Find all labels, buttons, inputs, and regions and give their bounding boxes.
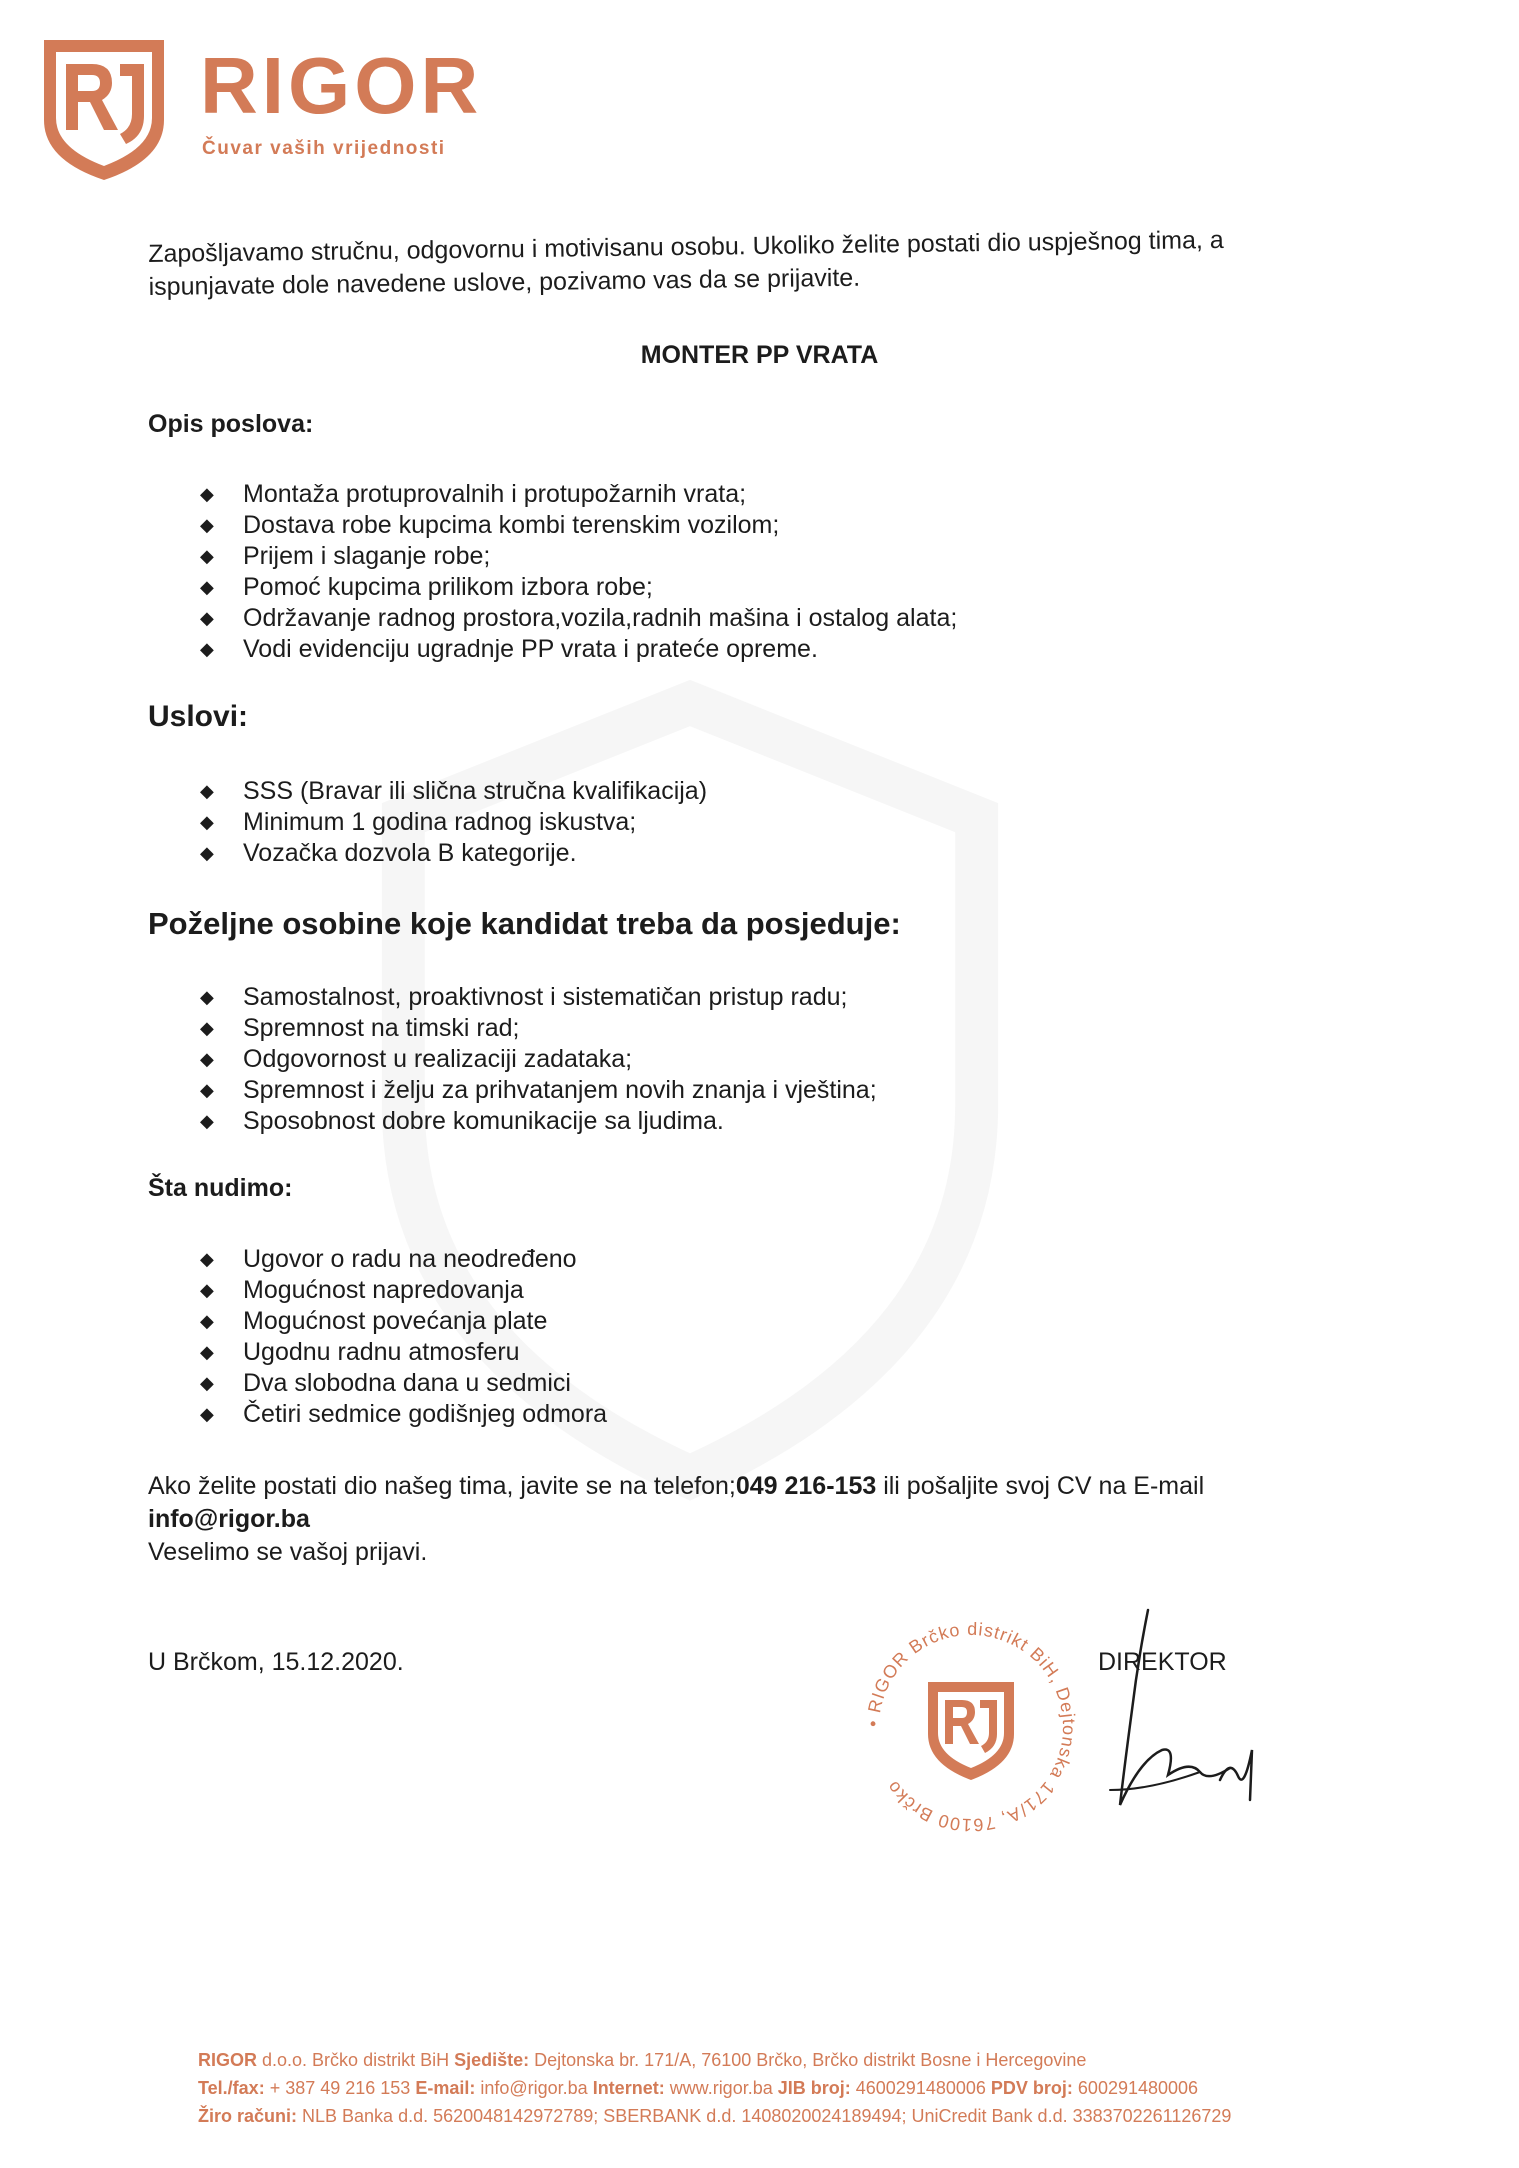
- bullet-icon: ◆: [200, 1404, 214, 1424]
- contact-text-1: Ako želite postati dio našeg tima, javite se na telefon;: [148, 1472, 736, 1500]
- bullet-icon: ◆: [200, 987, 214, 1007]
- bullet-icon: ◆: [200, 1018, 214, 1038]
- bullet-icon: ◆: [200, 608, 214, 628]
- contact-text-2: ili pošaljite svoj CV na E-mail: [876, 1472, 1205, 1500]
- list-item: ◆ Dostava robe kupcima kombi terenskim vozilom;: [200, 511, 780, 539]
- bullet-icon: ◆: [200, 577, 214, 597]
- footer-line-1: RIGOR d.o.o. Brčko distrikt BiH Sjedište: Dejtonska br. 171/A, 76100 Brčko, Brčko distrikt Bosne i Hercegovine: [198, 2050, 1087, 2070]
- place-date: U Brčkom, 15.12.2020.: [148, 1648, 404, 1676]
- contact-paragraph: [148, 1470, 1378, 1569]
- list-item: ◆ Četiri sedmice godišnjeg odmora: [200, 1400, 608, 1428]
- intro-paragraph: [148, 222, 1379, 304]
- list-item: ◆ Vozačka dozvola B kategorije.: [200, 839, 577, 867]
- company-stamp: [856, 1612, 1086, 1842]
- list-item: ◆ Održavanje radnog prostora,vozila,radnih mašina i ostalog alata;: [200, 604, 958, 632]
- list-item: ◆ Prijem i slaganje robe;: [200, 542, 491, 570]
- bullet-icon: ◆: [200, 546, 214, 566]
- footer-line-2: Tel./fax: + 387 49 216 153 E-mail: info@rigor.ba Internet: www.rigor.ba JIB broj: 4600291480006 PDV broj: 600291480006: [198, 2078, 1199, 2098]
- letter-footer: [198, 2046, 1231, 2130]
- list-item: ◆ Mogućnost povećanja plate: [200, 1307, 548, 1335]
- intro-line-2: ispunjavate dole navedene uslove, pozivamo vas da se prijavite.: [148, 263, 861, 301]
- osobine-list: [200, 982, 877, 1137]
- job-title: MONTER PP VRATA: [640, 341, 879, 369]
- bullet-icon: ◆: [200, 1342, 214, 1362]
- bullet-icon: ◆: [200, 1111, 214, 1131]
- list-item: ◆ Dva slobodna dana u sedmici: [200, 1369, 571, 1397]
- section-heading-uslovi: Uslovi:: [148, 700, 249, 733]
- director-signature: [1080, 1600, 1270, 1840]
- list-item: ◆ Spremnost i želju za prihvatanjem novih znanja i vještina;: [200, 1076, 877, 1104]
- bullet-icon: ◆: [200, 843, 214, 863]
- list-item: ◆ Ugovor o radu na neodređeno: [200, 1245, 577, 1273]
- contact-phone: 049 216-153: [735, 1472, 877, 1500]
- section-heading-nudimo: Šta nudimo:: [148, 1174, 293, 1202]
- brand-tagline: Čuvar vaših vrijednosti: [202, 138, 446, 159]
- bullet-icon: ◆: [200, 639, 214, 659]
- footer-line-3: Žiro računi: NLB Banka d.d. 5620048142972789; SBERBANK d.d. 1408020024189494; UniCredit Bank d.d. 3383702261126729: [198, 2106, 1232, 2126]
- bullet-icon: ◆: [200, 812, 214, 832]
- stamp-ring-text: • RIGOR Brčko distrikt BiH, Dejtonska 171/A, 76100 Brčko: [862, 1618, 1080, 1836]
- list-item: ◆ Odgovornost u realizaciji zadataka;: [200, 1045, 633, 1073]
- brand-name: RIGOR: [200, 41, 483, 130]
- list-item: ◆ Vodi evidenciju ugradnje PP vrata i prateće opreme.: [200, 635, 818, 663]
- list-item: ◆ Montaža protuprovalnih i protupožarnih vrata;: [200, 480, 747, 508]
- list-item: ◆ Mogućnost napredovanja: [200, 1276, 524, 1304]
- bullet-icon: ◆: [200, 1049, 214, 1069]
- rigor-logo-icon: [38, 34, 170, 184]
- list-item: ◆ Sposobnost dobre komunikacije sa ljudima.: [200, 1107, 724, 1135]
- list-item: ◆ Minimum 1 godina radnog iskustva;: [200, 808, 637, 836]
- bullet-icon: ◆: [200, 1249, 214, 1269]
- uslovi-list: [200, 776, 707, 869]
- list-item: ◆ SSS (Bravar ili slična stručna kvalifikacija): [200, 777, 708, 805]
- section-heading-osobine: Poželjne osobine koje kandidat treba da posjeduje:: [148, 906, 901, 941]
- director-title: DIREKTOR: [1098, 1648, 1227, 1676]
- list-item: ◆ Spremnost na timski rad;: [200, 1014, 520, 1042]
- nudimo-list: [200, 1244, 607, 1430]
- list-item: ◆ Samostalnost, proaktivnost i sistematičan pristup radu;: [200, 983, 848, 1011]
- intro-line-1: Zapošljavamo stručnu, odgovornu i motivisanu osobu. Ukoliko želite postati dio uspješnog tima, a: [148, 225, 1224, 268]
- list-item: ◆ Pomoć kupcima prilikom izbora robe;: [200, 573, 653, 601]
- section-heading-opis: Opis poslova:: [148, 410, 314, 438]
- bullet-icon: ◆: [200, 1373, 214, 1393]
- list-item: ◆ Ugodnu radnu atmosferu: [200, 1338, 520, 1366]
- bullet-icon: ◆: [200, 484, 214, 504]
- bullet-icon: ◆: [200, 1280, 214, 1300]
- bullet-icon: ◆: [200, 781, 214, 801]
- bullet-icon: ◆: [200, 515, 214, 535]
- bullet-icon: ◆: [200, 1311, 214, 1331]
- bullet-icon: ◆: [200, 1080, 214, 1100]
- opis-list: [200, 479, 957, 665]
- contact-closing: Veselimo se vašoj prijavi.: [148, 1538, 428, 1566]
- contact-email: info@rigor.ba: [148, 1505, 310, 1533]
